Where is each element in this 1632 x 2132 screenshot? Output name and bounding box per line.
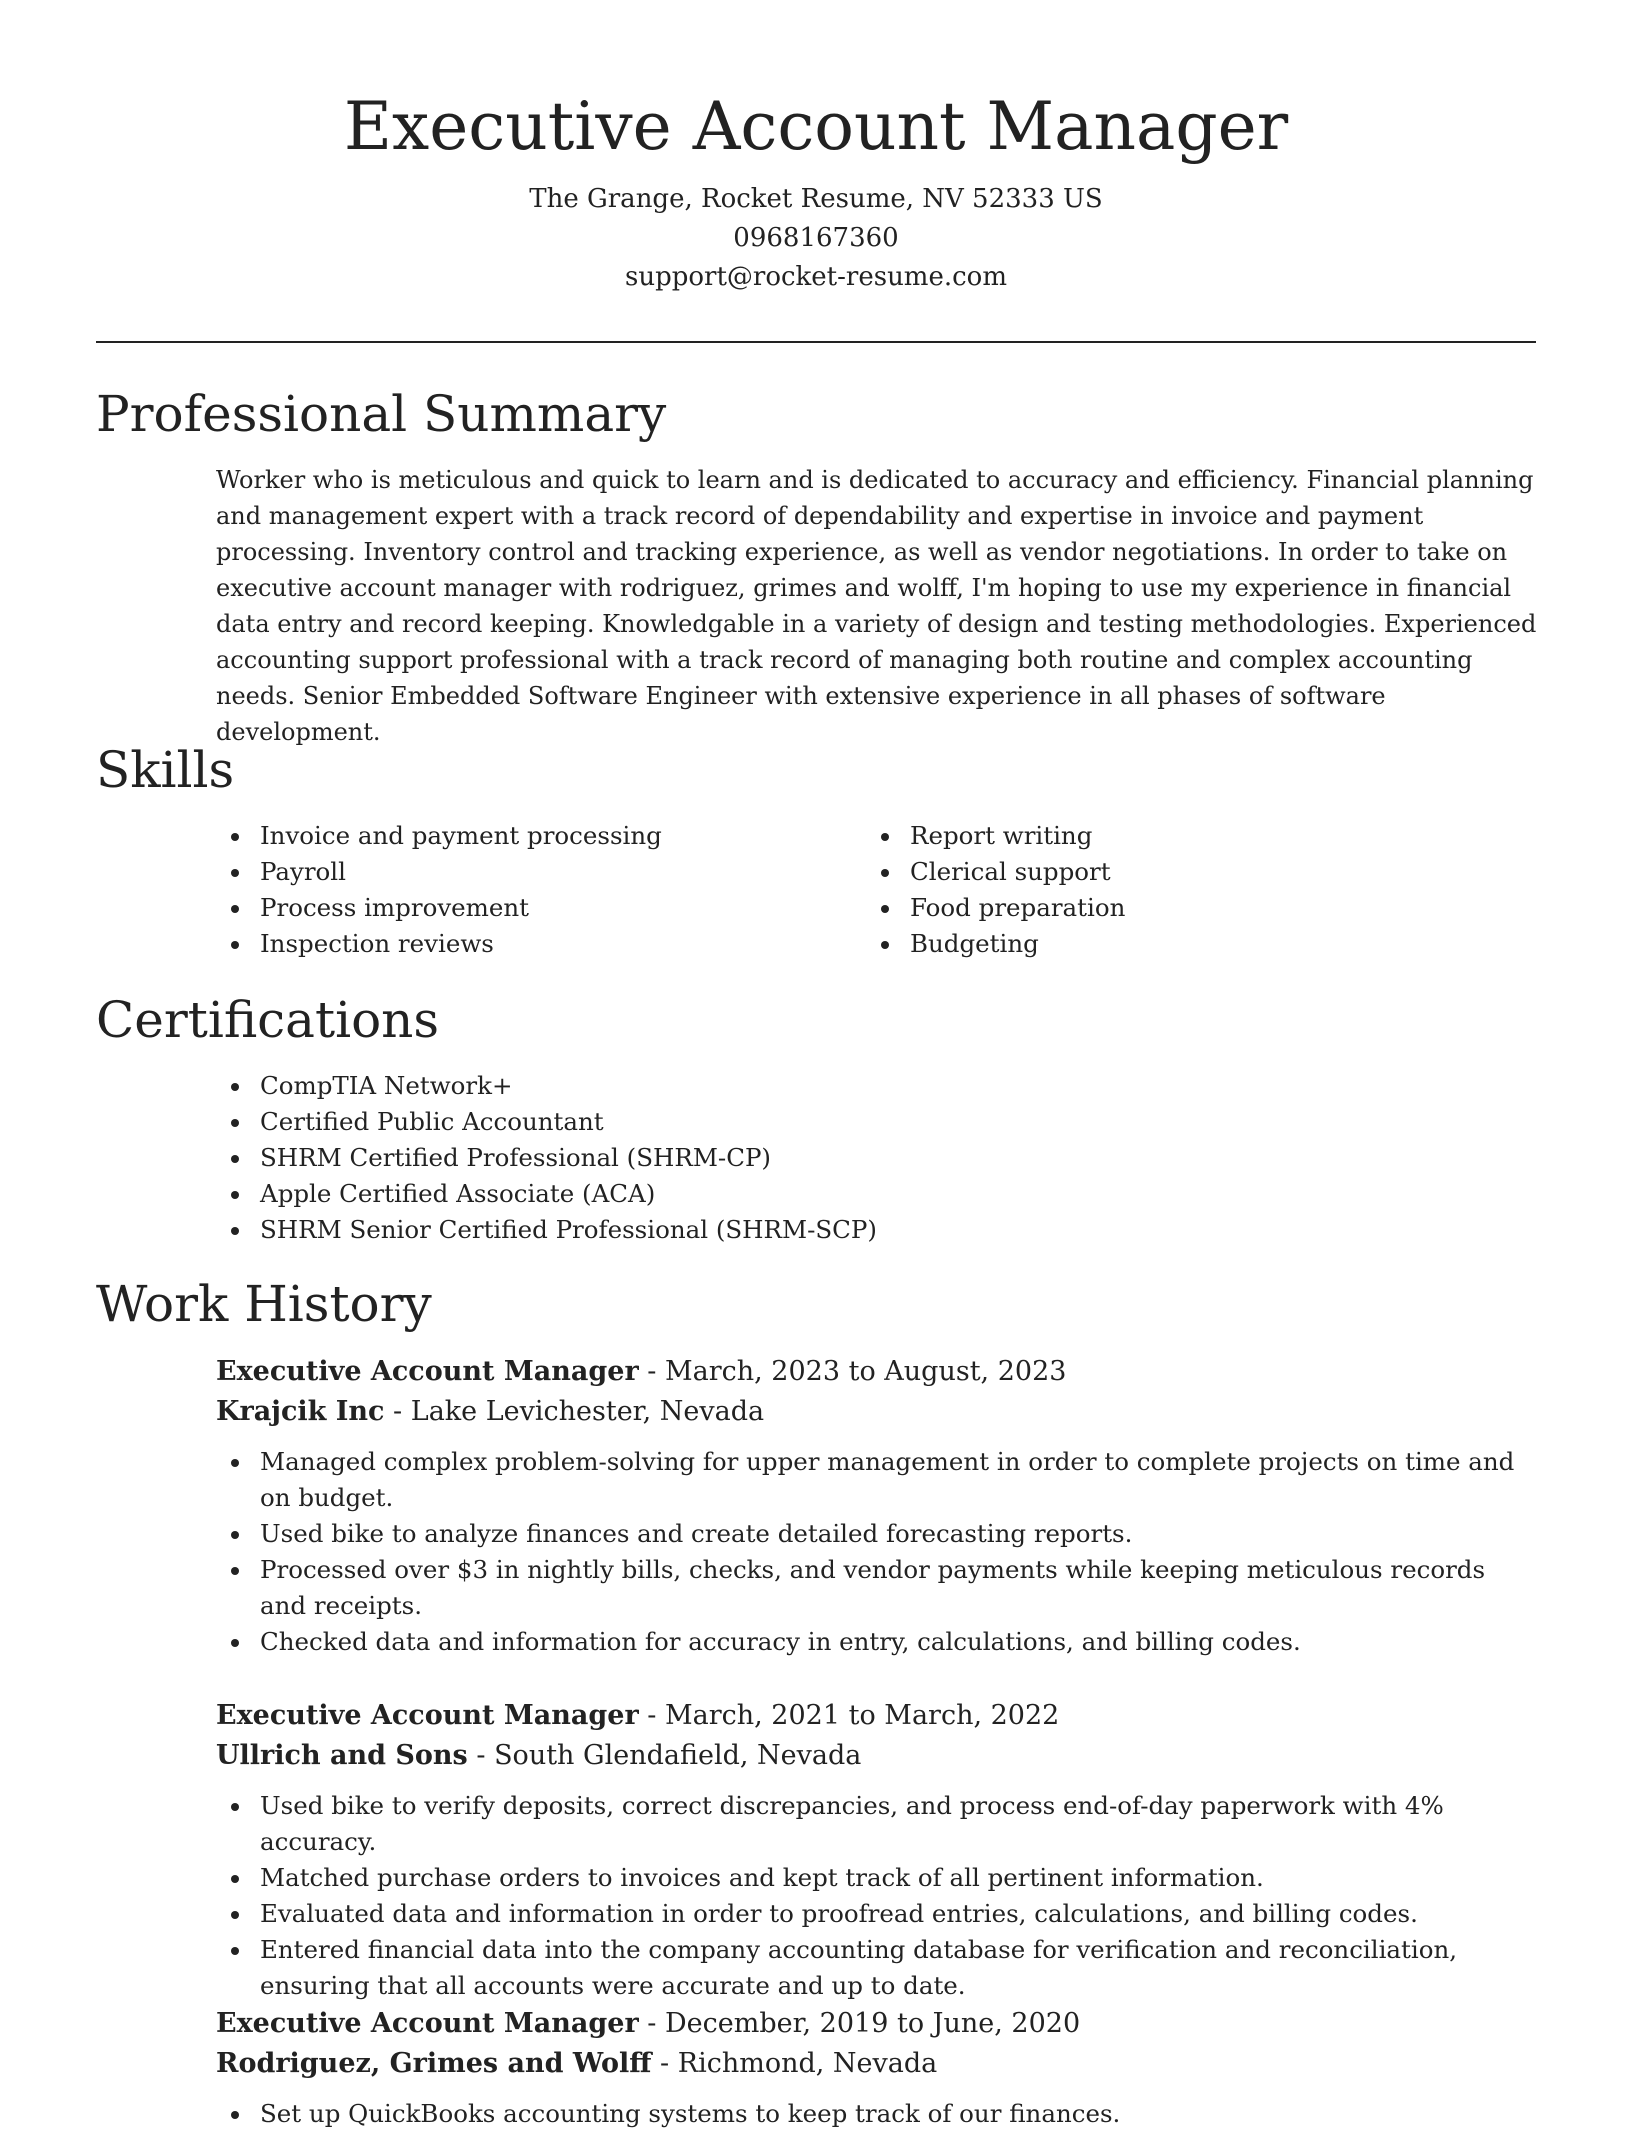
job-bullets — [216, 2096, 1538, 2132]
job-bullet: Matched purchase orders to invoices and kept track of all pertinent information. — [216, 1860, 1538, 1896]
summary-text: Worker who is meticulous and quick to learn and is dedicated to accuracy and efficiency. Financial planning and management expert with a track record of dependability and expertise in invoice and payment processing. Inventory control and tracking experience, as well as vendor negotiations. In order to take on executive account manager with rodriguez, grimes and wolff, I'm hoping to use my experience in financial data entry and record keeping. Knowledgable in a variety of design and testing methodologies. Experienced accounting support professional with a track record of managing both routine and complex accounting needs. Senior Embedded Software Engineer with extensive experience in all phases of software development. — [216, 466, 1537, 746]
resume-header — [0, 0, 1632, 297]
work-history-heading: Work History — [96, 1275, 432, 1333]
skill-item: Process improvement — [216, 890, 816, 926]
skills-column-left — [216, 818, 816, 962]
skills-column-right — [866, 818, 1466, 962]
skills-heading: Skills — [96, 741, 235, 799]
job-bullet: Entered financial data into the company accounting database for verification and reconciliation, ensuring that all accounts were accurate and up to date. — [216, 1932, 1538, 2004]
job-bullet: Used bike to analyze finances and create detailed forecasting reports. — [216, 1516, 1538, 1552]
skill-item: Report writing — [866, 818, 1466, 854]
summary-heading: Professional Summary — [96, 385, 667, 443]
job-bullet: Used bike to verify deposits, correct discrepancies, and process end-of-day paperwork with 4% accuracy. — [216, 1788, 1538, 1860]
job-bullet: Checked data and information for accuracy in entry, calculations, and billing codes. — [216, 1624, 1538, 1660]
contact-phone: 0968167360 — [733, 223, 899, 253]
job-entry — [216, 2004, 1538, 2132]
skill-item: Payroll — [216, 854, 816, 890]
skills-list-right — [866, 818, 1466, 962]
job-title-line: Executive Account Manager - December, 2019 to June, 2020 — [216, 2008, 1081, 2039]
job-company-line: Rodriguez, Grimes and Wolff - Richmond, Nevada — [216, 2048, 938, 2079]
skill-item: Invoice and payment processing — [216, 818, 816, 854]
certification-item: Certified Public Accountant — [216, 1104, 1538, 1140]
job-dates: March, 2023 to August, 2023 — [664, 1356, 1067, 1387]
certifications-list — [216, 1068, 1538, 1248]
job-role: Executive Account Manager — [216, 1356, 639, 1387]
job-location: Richmond, Nevada — [677, 2048, 938, 2079]
certification-item: Apple Certified Associate (ACA) — [216, 1176, 1538, 1212]
contact-email: support@rocket-resume.com — [624, 262, 1007, 292]
job-company: Rodriguez, Grimes and Wolff — [216, 2048, 652, 2079]
job-bullet: Set up QuickBooks accounting systems to keep track of our finances. — [216, 2096, 1538, 2132]
job-bullet: Managed complex problem-solving for upper management in order to complete projects on time and on budget. — [216, 1444, 1538, 1516]
certification-item: CompTIA Network+ — [216, 1068, 1538, 1104]
job-role: Executive Account Manager — [216, 1700, 639, 1731]
job-entry — [216, 1696, 1538, 2004]
contact-address: The Grange, Rocket Resume, NV 52333 US — [529, 184, 1103, 214]
certifications-section — [216, 1068, 1538, 1248]
job-company: Ullrich and Sons — [216, 1740, 468, 1771]
header-divider — [96, 341, 1536, 343]
job-bullet: Evaluated data and information in order to proofread entries, calculations, and billing codes. — [216, 1896, 1538, 1932]
job-entry — [216, 1352, 1538, 1660]
candidate-name: Executive Account Manager — [343, 88, 1289, 165]
certifications-heading: Certifications — [96, 991, 440, 1049]
certification-item: SHRM Senior Certified Professional (SHRM-SCP) — [216, 1212, 1538, 1248]
job-dates: March, 2021 to March, 2022 — [664, 1700, 1060, 1731]
contact-info — [0, 180, 1632, 297]
job-bullets — [216, 1788, 1538, 2004]
job-bullets — [216, 1444, 1538, 1660]
job-bullet: Processed over $3 in nightly bills, checks, and vendor payments while keeping meticulous records and receipts. — [216, 1552, 1538, 1624]
skill-item: Food preparation — [866, 890, 1466, 926]
job-company-line: Krajcik Inc - Lake Levichester, Nevada — [216, 1396, 765, 1427]
job-role: Executive Account Manager — [216, 2008, 639, 2039]
job-location: South Glendafield, Nevada — [494, 1740, 862, 1771]
skill-item: Inspection reviews — [216, 926, 816, 962]
job-location: Lake Levichester, Nevada — [410, 1396, 765, 1427]
skills-list-left — [216, 818, 816, 962]
job-dates: December, 2019 to June, 2020 — [664, 2008, 1081, 2039]
skill-item: Budgeting — [866, 926, 1466, 962]
skill-item: Clerical support — [866, 854, 1466, 890]
job-company-line: Ullrich and Sons - South Glendafield, Nevada — [216, 1740, 862, 1771]
job-title-line: Executive Account Manager - March, 2021 to March, 2022 — [216, 1700, 1060, 1731]
job-title-line: Executive Account Manager - March, 2023 to August, 2023 — [216, 1356, 1067, 1387]
job-company: Krajcik Inc — [216, 1396, 385, 1427]
certification-item: SHRM Certified Professional (SHRM-CP) — [216, 1140, 1538, 1176]
